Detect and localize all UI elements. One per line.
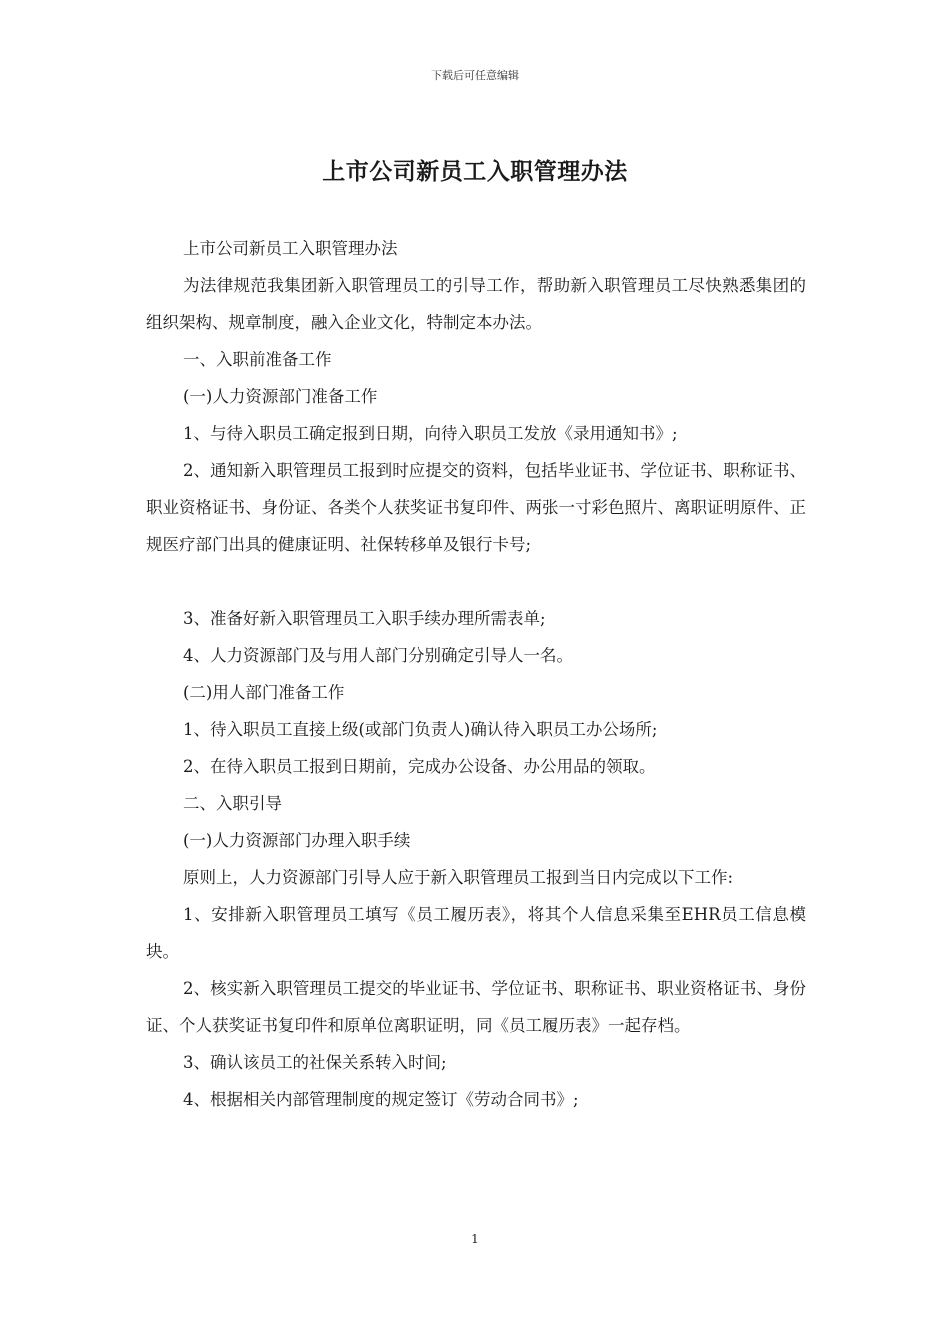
list-item: 1、与待入职员工确定报到日期，向待入职员工发放《录用通知书》; — [183, 424, 678, 443]
header-note: 下载后可任意编辑 — [431, 69, 519, 82]
list-item: 3、准备好新入职管理员工入职手续办理所需表单; — [183, 609, 546, 628]
list-item: 4、根据相关内部管理制度的规定签订《劳动合同书》; — [183, 1090, 579, 1109]
paragraph-principle: 原则上，人力资源部门引导人应于新入职管理员工报到当日内完成以下工作: — [183, 868, 734, 887]
list-item: 2、通知新入职管理员工报到时应提交的资料，包括毕业证书、学位证书、职称证书、职业资格证书、身份证、各类个人获奖证书复印件、两张一寸彩色照片、离职证明原件、正规医疗部门出具的健康证明、社保转移单及银行卡号; — [146, 461, 806, 554]
paragraph-purpose: 为法律规范我集团新入职管理员工的引导工作，帮助新入职管理员工尽快熟悉集团的组织架构、规章制度，融入企业文化，特制定本办法。 — [146, 276, 806, 332]
list-item: 2、在待入职员工报到日期前，完成办公设备、办公用品的领取。 — [183, 757, 656, 776]
page-number: 1 — [471, 1232, 479, 1246]
document-title: 上市公司新员工入职管理办法 — [322, 158, 628, 185]
blank-line — [146, 563, 806, 600]
subsection-heading-1-2: (二)用人部门准备工作 — [183, 683, 345, 702]
document-body — [146, 230, 806, 1118]
list-item: 4、人力资源部门及与用人部门分别确定引导人一名。 — [183, 646, 573, 665]
list-item: 1、待入职员工直接上级(或部门负责人)确认待入职员工办公场所; — [183, 720, 658, 739]
paragraph-heading: 上市公司新员工入职管理办法 — [183, 239, 398, 258]
list-item: 1、安排新入职管理员工填写《员工履历表》，将其个人信息采集至EHR员工信息模块。 — [146, 905, 806, 961]
list-item: 3、确认该员工的社保关系转入时间; — [183, 1053, 447, 1072]
section-heading-1: 一、入职前准备工作 — [183, 350, 332, 369]
section-heading-2: 二、入职引导 — [183, 794, 282, 813]
list-item: 2、核实新入职管理员工提交的毕业证书、学位证书、职称证书、职业资格证书、身份证、个人获奖证书复印件和原单位离职证明，同《员工履历表》一起存档。 — [146, 979, 806, 1035]
subsection-heading-1-1: (一)人力资源部门准备工作 — [183, 387, 378, 406]
subsection-heading-2-1: (一)人力资源部门办理入职手续 — [183, 831, 411, 850]
